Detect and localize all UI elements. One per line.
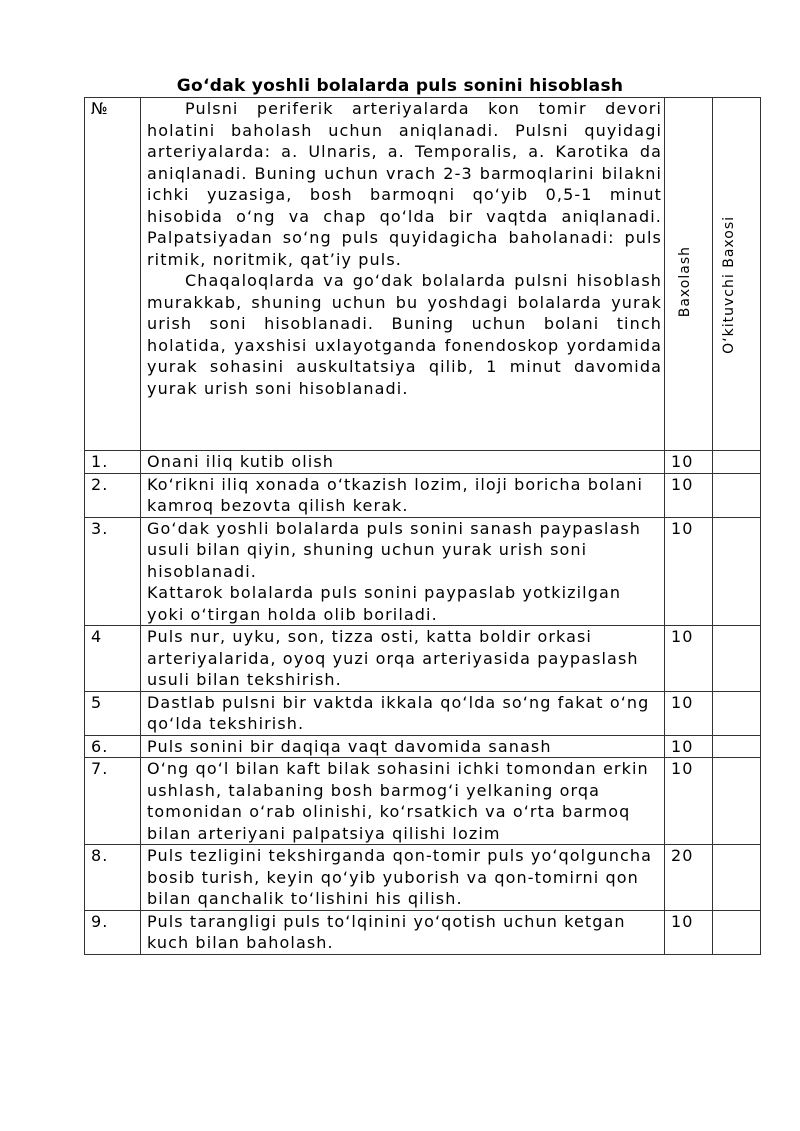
row-score: 10 — [665, 735, 713, 758]
table-row — [85, 910, 761, 954]
row-number: 2. — [85, 473, 141, 517]
table-row — [85, 451, 761, 474]
score-header-label: Baxolash — [677, 246, 693, 318]
table-row — [85, 691, 761, 735]
row-teacher-score — [713, 451, 761, 474]
row-number: 8. — [85, 845, 141, 911]
row-teacher-score — [713, 517, 761, 626]
row-text: Ko‘rikni iliq xonada o‘tkazish lozim, iloji boricha bolani kamroq bezovta qilish kerak. — [141, 473, 665, 517]
row-score: 10 — [665, 626, 713, 692]
row-teacher-score — [713, 735, 761, 758]
description-paragraph-1: Pulsni periferik arteriyalarda kon tomir devori holatini baholash uchun aniqlanadi. Pulsni quyidagi arteriyalarda: a. Ulnaris, a. Temporalis, a. Karotika da aniqlanadi. Buning uchun vrach 2-3 barmoqlarini bilakni ichki yuzasiga, bosh barmoqni qo‘yib 0,5-1 minut hisobida o‘ng va chap qo‘lda bir vaqtda aniqlanadi. Palpatsiyadan so‘ng puls quyidagicha baholanadi: puls ritmik, noritmik, qat’iy puls. — [147, 99, 662, 269]
row-text: Puls tezligini tekshirganda qon-tomir puls yo‘qolguncha bosib turish, keyin qo‘yib yuborish va qon-tomirni qon bilan qanchalik to‘lishini his qilish. — [141, 845, 665, 911]
table-header-row — [85, 98, 761, 451]
score-header — [665, 98, 713, 451]
row-score: 10 — [665, 517, 713, 626]
row-number: 3. — [85, 517, 141, 626]
table-row — [85, 473, 761, 517]
row-score: 10 — [665, 910, 713, 954]
row-text: Go‘dak yoshli bolalarda puls sonini sanash paypaslash usuli bilan qiyin, shuning uchun yurak urish soni hisoblanadi. Kattarok bolalarda puls sonini paypaslab yotkizilgan yoki o‘tirgan holda olib boriladi. — [141, 517, 665, 626]
row-teacher-score — [713, 626, 761, 692]
row-teacher-score — [713, 691, 761, 735]
table-row — [85, 626, 761, 692]
row-score: 10 — [665, 758, 713, 845]
table-row — [85, 735, 761, 758]
row-number: 9. — [85, 910, 141, 954]
row-score: 10 — [665, 473, 713, 517]
row-score: 10 — [665, 691, 713, 735]
row-teacher-score — [713, 473, 761, 517]
row-score: 20 — [665, 845, 713, 911]
row-number: 7. — [85, 758, 141, 845]
row-text: Puls nur, uyku, son, tizza osti, katta boldir orkasi arteriyalarida, oyoq yuzi orqa arteriyasida paypaslash usuli bilan tekshirish. — [141, 626, 665, 692]
row-number: 1. — [85, 451, 141, 474]
row-text: O‘ng qo‘l bilan kaft bilak sohasini ichki tomondan erkin ushlash, talabaning bosh barmog‘i yelkaning orqa tomonidan o‘rab olinishi, ko‘rsatkich va o‘rta barmoq bilan arteriyani palpatsiya qilishi lozim — [141, 758, 665, 845]
row-number: 4 — [85, 626, 141, 692]
row-teacher-score — [713, 910, 761, 954]
table-row — [85, 845, 761, 911]
procedure-description — [141, 98, 665, 451]
description-paragraph-2: Chaqaloqlarda va go‘dak bolalarda pulsni hisoblash murakkab, shuning uchun bu yoshdagi bolalarda yurak urish soni hisoblanadi. Buning uchun bolani tinch holatida, yaxshisi uxlayotganda fonendoskop yordamida yurak sohasini auskultatsiya qilib, 1 minut davomida yurak urish soni hisoblanadi. — [147, 271, 662, 398]
row-teacher-score — [713, 758, 761, 845]
table-row — [85, 517, 761, 626]
row-score: 10 — [665, 451, 713, 474]
row-teacher-score — [713, 845, 761, 911]
checklist-table — [84, 97, 761, 955]
number-header: № — [85, 98, 141, 451]
table-row — [85, 758, 761, 845]
row-text: Puls sonini bir daqiqa vaqt davomida sanash — [141, 735, 665, 758]
row-text: Puls tarangligi puls to‘lqinini yo‘qotish uchun ketgan kuch bilan baholash. — [141, 910, 665, 954]
row-text: Onani iliq kutib olish — [141, 451, 665, 474]
row-number: 5 — [85, 691, 141, 735]
teacher-score-header-label: O‘kituvchi Baxosi — [721, 216, 737, 354]
row-number: 6. — [85, 735, 141, 758]
row-text: Dastlab pulsni bir vaktda ikkala qo‘lda so‘ng fakat o‘ng qo‘lda tekshirish. — [141, 691, 665, 735]
teacher-score-header — [713, 98, 761, 451]
page-title: Go‘dak yoshli bolalarda puls sonini hisoblash — [176, 76, 624, 96]
